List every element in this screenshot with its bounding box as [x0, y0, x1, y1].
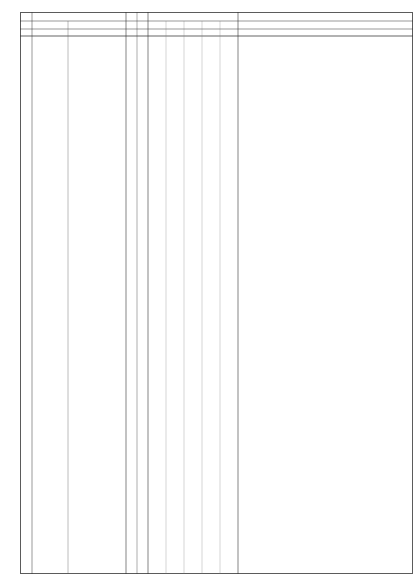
instruction-table — [20, 12, 413, 574]
table-grid — [20, 12, 413, 574]
